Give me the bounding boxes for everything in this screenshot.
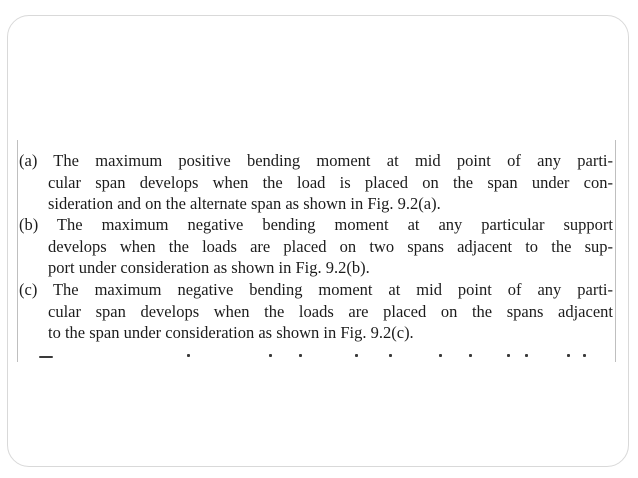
list-item-b bbox=[19, 214, 613, 279]
item-b-line-2: develops when the loads are placed on two spans adjacent to the sup- bbox=[48, 236, 613, 256]
item-b-line-3: port under consideration as shown in Fig. 9.2(b). bbox=[48, 258, 370, 277]
scan-left-edge bbox=[17, 140, 18, 362]
item-b-line-1: (b) The maximum negative bending moment at any particular support bbox=[19, 215, 613, 234]
scanned-text-excerpt bbox=[17, 140, 616, 362]
item-c-line-1: (c) The maximum negative bending moment at mid point of any parti- bbox=[19, 280, 613, 299]
list-item-c bbox=[19, 279, 613, 344]
item-a-line-1: (a) The maximum positive bending moment at mid point of any parti- bbox=[19, 151, 613, 170]
item-a-line-3: sideration and on the alternate span as shown in Fig. 9.2(a). bbox=[48, 194, 441, 213]
item-c-line-3: to the span under consideration as shown in Fig. 9.2(c). bbox=[48, 323, 414, 342]
cropped-next-line-fragments bbox=[37, 354, 597, 360]
scan-right-edge bbox=[615, 140, 616, 362]
item-c-line-2: cular span develops when the loads are placed on the spans adjacent bbox=[48, 301, 613, 321]
list-item-a bbox=[19, 150, 613, 215]
item-a-line-2: cular span develops when the load is placed on the span under con- bbox=[48, 172, 613, 192]
